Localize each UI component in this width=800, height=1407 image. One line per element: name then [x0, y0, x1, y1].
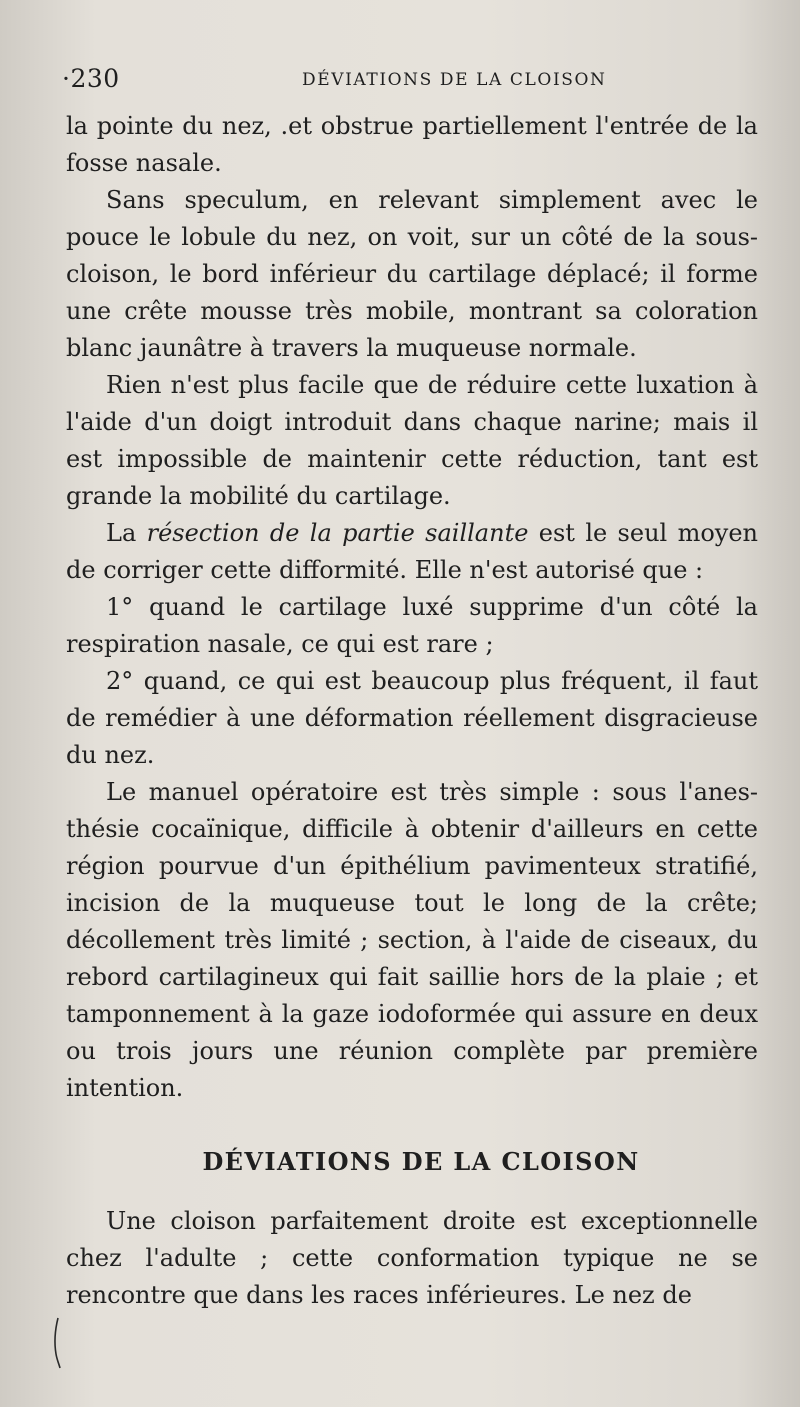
resection-lead: La: [106, 519, 147, 547]
page-header: [62, 64, 762, 94]
running-head: DÉVIATIONS DE LA CLOISON: [302, 70, 607, 90]
list-item-first: 1° quand le cartilage luxé supprime d'un côté la respiration nasale, ce qui est rare ;: [66, 593, 758, 658]
page-body: [66, 108, 758, 1314]
paragraph-operation: Le manuel opératoire est très simple : sous l'anesthésie cocaïnique, difficile à obtenir d'ailleurs en cette région pourvue d'un épithélium pavimenteux stratifié, incision de la muqueuse tout le long de la crête; décollement très limité ; section, à l'aide de ciseaux, du rebord cartilagineux qui fait saillie hors de la plaie ; et tamponnement à la gaze iodoformée qui assure en deux ou trois jours une réunion complète par première intention.: [66, 778, 758, 1102]
resection-italic-term: résection de la partie saillante: [146, 519, 529, 547]
paragraph-resection: [66, 515, 758, 589]
page-number: ·230: [62, 64, 120, 93]
paragraph-reduction: Rien n'est plus facile que de réduire cette luxation à l'aide d'un doigt introduit dans chaque narine; mais il est impossible de maintenir cette réduction, tant est grande la mobilité du cartilage.: [66, 371, 758, 510]
paragraph-continuation: la pointe du nez, .et obstrue partiellement l'entrée de la fosse nasale.: [66, 112, 758, 177]
resection-rest: est le seul moyen de corriger cette difformité. Elle n'est autorisé que :: [66, 519, 758, 584]
margin-pencil-mark: [52, 1316, 62, 1370]
list-item-second: 2° quand, ce qui est beaucoup plus fréquent, il faut de remédier à une déformation réellement disgracieuse du nez.: [66, 667, 758, 769]
paragraph-section-intro: Une cloison parfaitement droite est exceptionnelle chez l'adulte ; cette conformation typique ne se rencontre que dans les races inférieures. Le nez de: [66, 1207, 758, 1309]
section-heading: DÉVIATIONS DE LA CLOISON: [202, 1147, 640, 1176]
paragraph-speculum: Sans speculum, en relevant simplement avec le pouce le lobule du nez, on voit, sur un côté de la sous-cloison, le bord inférieur du cartilage déplacé; il forme une crête mousse très mobile, montrant sa coloration blanc jaunâtre à travers la muqueuse normale.: [66, 186, 758, 362]
